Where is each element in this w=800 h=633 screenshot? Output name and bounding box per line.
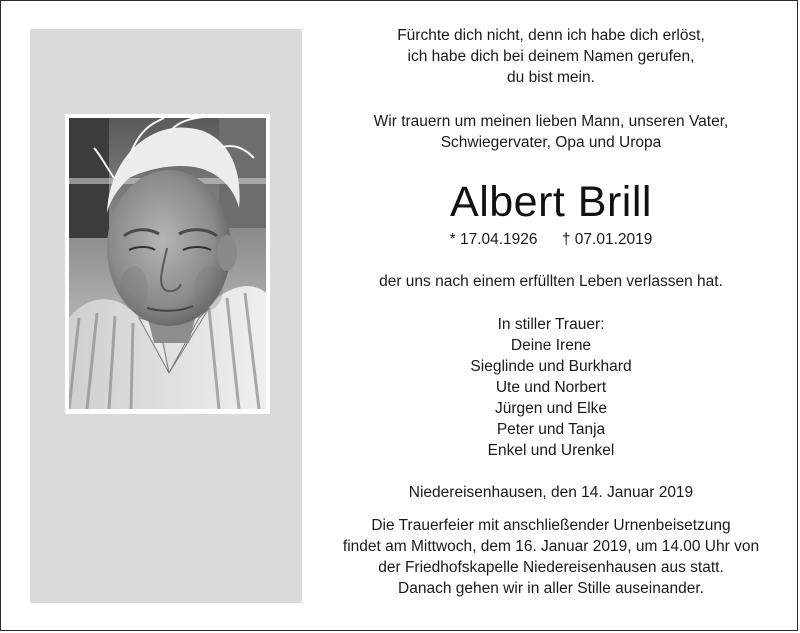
birth-date: * 17.04.1926 bbox=[449, 231, 538, 248]
mourner-name: Ute und Norbert bbox=[495, 379, 607, 396]
ceremony-line: Danach gehen wir in aller Stille auseinander. bbox=[398, 580, 704, 597]
ceremony-line: findet am Mittwoch, dem 16. Januar 2019, um 14.00 Uhr von bbox=[342, 538, 760, 555]
life-line-text: der uns nach einem erfüllten Leben verlassen hat. bbox=[379, 273, 723, 290]
life-line bbox=[321, 271, 781, 292]
mourner-name: Enkel und Urenkel bbox=[487, 442, 615, 459]
intro-text bbox=[321, 111, 781, 153]
mourners-heading: In stiller Trauer: bbox=[497, 316, 605, 333]
place-date-text: Niedereisenhausen, den 14. Januar 2019 bbox=[408, 484, 694, 501]
life-dates bbox=[321, 229, 781, 250]
mourners-list bbox=[321, 314, 781, 461]
photo-panel bbox=[30, 29, 302, 603]
verse-line: ich habe dich bei deinem Namen gerufen, bbox=[407, 48, 695, 65]
portrait-photo bbox=[65, 114, 270, 414]
death-date: † 07.01.2019 bbox=[561, 231, 653, 248]
mourner-name: Sieglinde und Burkhard bbox=[470, 358, 632, 375]
mourner-name: Peter und Tanja bbox=[496, 421, 606, 438]
verse-line: Fürchte dich nicht, denn ich habe dich erlöst, bbox=[397, 27, 705, 44]
place-date bbox=[321, 482, 781, 503]
verse-line: du bist mein. bbox=[507, 69, 595, 86]
intro-line: Wir trauern um meinen lieben Mann, unseren Vater, bbox=[373, 113, 729, 130]
intro-line: Schwiegervater, Opa und Uropa bbox=[440, 134, 662, 151]
mourner-name: Jürgen und Elke bbox=[494, 400, 608, 417]
bible-verse bbox=[321, 25, 781, 88]
ceremony-line: der Friedhofskapelle Niedereisenhausen aus statt. bbox=[378, 559, 724, 576]
ceremony-line: Die Trauerfeier mit anschließender Urnenbeisetzung bbox=[371, 517, 731, 534]
ceremony-info bbox=[321, 515, 781, 599]
deceased-name: Albert Brill bbox=[450, 178, 652, 226]
mourner-name: Deine Irene bbox=[510, 337, 592, 354]
portrait-image bbox=[69, 118, 266, 409]
